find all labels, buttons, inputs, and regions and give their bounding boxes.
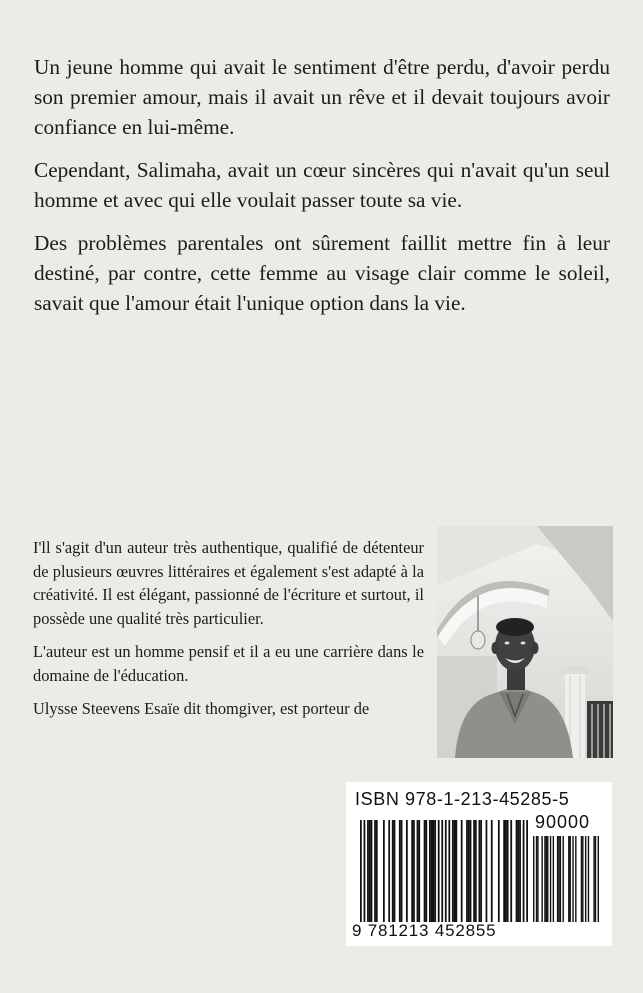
barcode-bar bbox=[434, 820, 436, 922]
synopsis-paragraph-1: Un jeune homme qui avait le sentiment d'être perdu, d'avoir perdu son premier amour, mais il avait un rêve et il devait toujours avoir confiance en lui-même. bbox=[34, 55, 610, 139]
barcode-bar bbox=[374, 820, 376, 922]
barcode-bar bbox=[491, 820, 493, 922]
barcode-bar bbox=[536, 836, 537, 922]
barcode-bar bbox=[598, 836, 599, 922]
barcode-bar bbox=[376, 820, 378, 922]
barcode-bar bbox=[568, 836, 569, 922]
barcode-bar bbox=[575, 836, 576, 922]
barcode-bar bbox=[448, 820, 450, 922]
barcode-bar bbox=[364, 820, 366, 922]
barcode-bar bbox=[468, 820, 470, 922]
price-code: 90000 bbox=[535, 812, 591, 832]
ean-13-bars bbox=[360, 820, 528, 922]
barcode-bar bbox=[369, 820, 371, 922]
barcode-bar bbox=[507, 820, 509, 922]
barcode-bar bbox=[360, 820, 362, 922]
barcode-bar bbox=[431, 820, 433, 922]
barcode-bar bbox=[581, 836, 582, 922]
bio-paragraph-3: Ulysse Steevens Esaïe dit thomgiver, est porteur de bbox=[33, 699, 370, 718]
barcode-bar bbox=[526, 820, 528, 922]
barcode-bar bbox=[550, 836, 551, 922]
barcode-bar bbox=[438, 820, 440, 922]
barcode-bar bbox=[523, 820, 525, 922]
author-photo bbox=[437, 526, 613, 758]
barcode-bar bbox=[425, 820, 427, 922]
barcode-bar bbox=[582, 836, 583, 922]
barcode-bar bbox=[406, 820, 408, 922]
barcode-bar bbox=[595, 836, 596, 922]
barcode-bar bbox=[411, 820, 413, 922]
barcode-bar bbox=[475, 820, 477, 922]
barcode-bar bbox=[367, 820, 369, 922]
barcode-bar bbox=[588, 836, 589, 922]
barcode-bar bbox=[572, 836, 573, 922]
barcode-bar bbox=[470, 820, 472, 922]
author-photo-image bbox=[437, 526, 613, 758]
barcode-bar bbox=[570, 836, 571, 922]
author-bio bbox=[33, 536, 424, 731]
barcode-bar bbox=[461, 820, 463, 922]
barcode-bar bbox=[429, 820, 431, 922]
bio-paragraph-1: I'll s'agit d'un auteur très authentique, qualifié de détenteur de plusieurs œuvres littéraires et également s'est adapté à la créativité. Il est élégant, passionné de l'écriture et surtout, il possède une qualité très particulier. bbox=[33, 538, 424, 628]
barcode-bar bbox=[560, 836, 561, 922]
barcode-bar bbox=[392, 820, 394, 922]
barcode-bar bbox=[517, 820, 519, 922]
barcode-bar bbox=[533, 836, 534, 922]
barcode-bar bbox=[455, 820, 457, 922]
barcode-bar bbox=[452, 820, 454, 922]
back-cover-synopsis bbox=[34, 52, 610, 331]
barcode-bar bbox=[547, 836, 548, 922]
barcode-bar bbox=[394, 820, 396, 922]
barcode-bar bbox=[557, 836, 558, 922]
barcode-bar bbox=[498, 820, 500, 922]
barcode-bar bbox=[454, 820, 456, 922]
barcode-bar bbox=[585, 836, 586, 922]
barcode-bar bbox=[510, 820, 512, 922]
isbn-label: ISBN 978-1-213-45285-5 bbox=[355, 789, 570, 809]
barcode-bar bbox=[519, 820, 521, 922]
synopsis-paragraph-2: Cependant, Salimaha, avait un cœur sincères qui n'avait qu'un seul homme et avec qui elle voulait passer toute sa vie. bbox=[34, 158, 610, 212]
barcode-bar bbox=[413, 820, 415, 922]
bio-paragraph-2: L'auteur est un homme pensif et il a eu une carrière dans le domaine de l'éducation. bbox=[33, 642, 424, 685]
addon-bars bbox=[533, 836, 599, 922]
barcode-bar bbox=[424, 820, 426, 922]
barcode-bar bbox=[541, 836, 542, 922]
barcode-bar bbox=[486, 820, 488, 922]
barcode-bar bbox=[445, 820, 447, 922]
barcode-bar bbox=[433, 820, 435, 922]
barcode-bar bbox=[558, 836, 559, 922]
barcode-bar bbox=[399, 820, 401, 922]
barcode-bar bbox=[441, 820, 443, 922]
barcode-bar bbox=[418, 820, 420, 922]
synopsis-paragraph-3: Des problèmes parentales ont sûrement faillit mettre fin à leur destiné, par contre, cette femme au visage clair comme le soleil, savait que l'amour était l'unique option dans la vie. bbox=[34, 231, 610, 315]
barcode-bar bbox=[503, 820, 505, 922]
barcode-bar bbox=[417, 820, 419, 922]
barcode-bar bbox=[505, 820, 507, 922]
barcode-bar bbox=[593, 836, 594, 922]
ean-digits: 9 781213 452855 bbox=[352, 921, 497, 940]
barcode-bar bbox=[473, 820, 475, 922]
barcode-bar bbox=[388, 820, 390, 922]
barcode-bar bbox=[537, 836, 538, 922]
barcode-bar bbox=[544, 836, 545, 922]
barcode-bar bbox=[401, 820, 403, 922]
barcode-bar bbox=[516, 820, 518, 922]
barcode-bar bbox=[553, 836, 554, 922]
isbn-barcode bbox=[346, 782, 612, 946]
barcode-bar bbox=[546, 836, 547, 922]
barcode-bar bbox=[466, 820, 468, 922]
barcode-bar bbox=[371, 820, 373, 922]
barcode-bar bbox=[480, 820, 482, 922]
barcode-bar bbox=[383, 820, 385, 922]
barcode-bar bbox=[478, 820, 480, 922]
barcode-bar bbox=[562, 836, 563, 922]
